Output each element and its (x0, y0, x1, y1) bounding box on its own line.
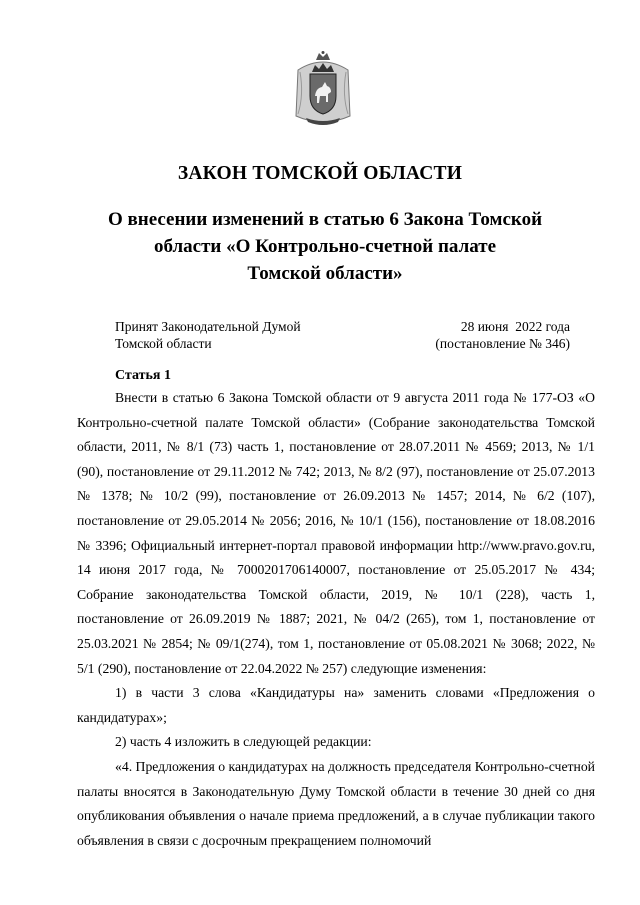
law-subtitle (90, 206, 560, 287)
paragraph-intro: Внести в статью 6 Закона Томской области от 9 августа 2011 года № 177-ОЗ «О Контрольно-счетной палате Томской области» (Собрание законодательства Томской области, 2011, № 8/1 (73) часть 1, постановление от 28.07.2011 № 4569; 2013, № 1/1 (90), постановление от 29.11.2012 № 742; 2013, № 8/2 (97), постановление от 25.07.2013 № 1378; № 10/2 (99), постановление от 26.09.2013 № 1457; 2014, № 6/2 (107), постановление от 29.05.2014 № 2056; 2016, № 10/1 (156), постановление от 18.08.2016 № 3396; Официальный интернет-портал правовой информации http://www.pravo.gov.ru, 14 июня 2017 года, № 7000201706140007, постановление от 25.05.2017 № 434; Собрание законодательства Томской области, 2019, № 10/1 (228), часть 1, постановление от 26.09.2019 № 1887; 2021, № 04/2 (265), том 1, постановление от 25.03.2021 № 2854; № 09/1(274), том 1, постановление от 05.08.2021 № 3068; 2022, № 5/1 (290), постановление от 22.04.2022 № 257) следующие изменения: (77, 390, 595, 676)
adopted-by-line: Томской области (115, 336, 212, 351)
paragraph-item-1: 1) в части 3 слова «Кандидатуры на» заменить словами «Предложения о кандидатурах»; (77, 685, 595, 725)
adopted-by (115, 318, 301, 352)
adopted-by-line: Принят Законодательной Думой (115, 319, 301, 334)
adoption-date-text: 28 июня 2022 года (460, 319, 570, 334)
subtitle-line: О внесении изменений в статью 6 Закона Томской (107, 209, 543, 230)
resolution-number: (постановление № 346) (435, 336, 570, 351)
subtitle-line: области «О Контрольно-счетной палате (153, 236, 497, 257)
paragraph-item-2: 2) часть 4 изложить в следующей редакции: (115, 734, 372, 750)
article-heading: Статья 1 (115, 368, 171, 383)
adoption-date (435, 318, 570, 352)
subtitle-line: Томской области» (247, 263, 403, 284)
law-title: ЗАКОН ТОМСКОЙ ОБЛАСТИ (177, 163, 463, 184)
coat-of-arms-icon (292, 50, 354, 128)
article-body (77, 386, 595, 853)
paragraph-quote: «4. Предложения о кандидатурах на должность председателя Контрольно-счетной палаты вносятся в Законодательную Думу Томской области в течение 30 дней со дня опубликования объявления о начале приема предложений, а в случае публикации такого объявления в связи с досрочным прекращением полномочий (77, 758, 595, 848)
